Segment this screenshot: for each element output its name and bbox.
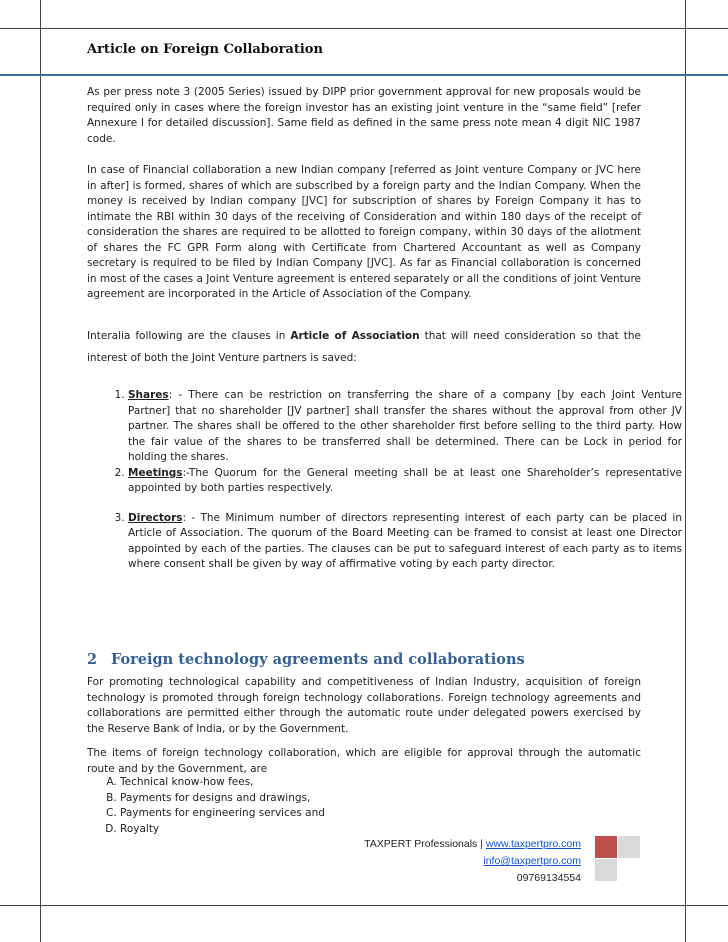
footer	[281, 836, 581, 887]
page-border-left	[40, 0, 41, 942]
list-item: 3. Directors: - The Minimum number of directors representing interest of each party can be placed in Article of Association. The quorum of the Board Meeting can be framed to consist at least one Director appointed by each of the parties. The clauses can be put to safeguard interest of each party as to items where consent shall be given by way of affirmative voting by each party director.	[128, 511, 682, 573]
clauses-list	[87, 388, 682, 573]
email-link[interactable]: info@taxpertpro.com	[483, 855, 581, 867]
list-item: D. Royalty	[120, 822, 325, 838]
paragraph-eligible-items: The items of foreign technology collaboration, which are eligible for approval through the automatic route and by the Government, are	[87, 747, 641, 775]
list-item: C. Payments for engineering services and	[120, 806, 325, 822]
footer-decor-grey	[595, 859, 617, 881]
footer-company: TAXPERT Professionals |	[364, 838, 486, 850]
footer-decor-red	[595, 836, 617, 858]
paragraph-interalia: Interalia following are the clauses in Article of Association that will need consideration so that the interest of both the Joint Venture partners is saved:	[87, 330, 641, 364]
list-item: A. Technical know-how fees,	[120, 775, 325, 791]
paragraph-technology: For promoting technological capability and competitiveness of Indian Industry, acquisition of foreign technology is promoted through foreign technology collaborations. Foreign technology agreements and collaborations are permitted either through the automatic route under delegated powers exercised by the Reserve Bank of India, or by the Government.	[87, 676, 641, 735]
website-link[interactable]: www.taxpertpro.com	[485, 838, 581, 850]
eligible-items-list	[87, 775, 325, 837]
footer-phone: 09769134554	[516, 872, 581, 884]
list-item: 1. Shares: - There can be restriction on transferring the share of a company [by each Joint Venture Partner] that no shareholder [JV partner] shall transfer the shares without the approval from other JV partner. The shares shall be offered to the other shareholder first before selling to the third party. How the fair value of the shares to be transferred shall be determined. There can be Lock in period for holding the shares.	[128, 388, 682, 466]
list-item: 2. Meetings:-The Quorum for the General meeting shall be at least one Shareholder’s representative appointed by both parties respectively.	[128, 466, 682, 497]
page-border-bottom	[0, 905, 728, 906]
paragraph-financial-collaboration: In case of Financial collaboration a new Indian company [referred as Joint venture Company or JVC here in after] is formed, shares of which are subscribed by a foreign party and the Indian Company. When the money is received by Indian company [JVC] for subscription of shares by Foreign Company it has to intimate the RBI within 30 days of the receiving of Consideration and within 180 days of the receipt of consideration the shares are required to be allotted to foreign company, within 30 days of the allotment of shares the FC GPR Form along with Certificate from Chartered Accountant as well as Company secretary is required to be filed by Indian Company [JVC]. As far as Financial collaboration is concerned in most of the cases a Joint Venture agreement is entered separately or all the conditions of joint Venture agreement are incorporated in the Article of Association of the Company.	[87, 164, 641, 300]
article-of-association-term: Article of Association	[290, 330, 420, 342]
page-header-title: Article on Foreign Collaboration	[87, 42, 323, 57]
footer-decor-grey	[618, 836, 640, 858]
page-border-top	[0, 28, 728, 29]
paragraph-press-note: As per press note 3 (2005 Series) issued by DIPP prior government approval for new proposals would be required only in cases where the foreign investor has an existing joint venture in the “same field” [refer Annexure I for detailed discussion]. Same field as defined in the same press note mean 4 digit NIC 1987 code.	[87, 86, 641, 145]
list-item: B. Payments for designs and drawings,	[120, 791, 325, 807]
section-heading: 2 Foreign technology agreements and collaborations	[87, 651, 525, 668]
header-rule	[0, 74, 728, 76]
page-border-right	[685, 0, 686, 942]
